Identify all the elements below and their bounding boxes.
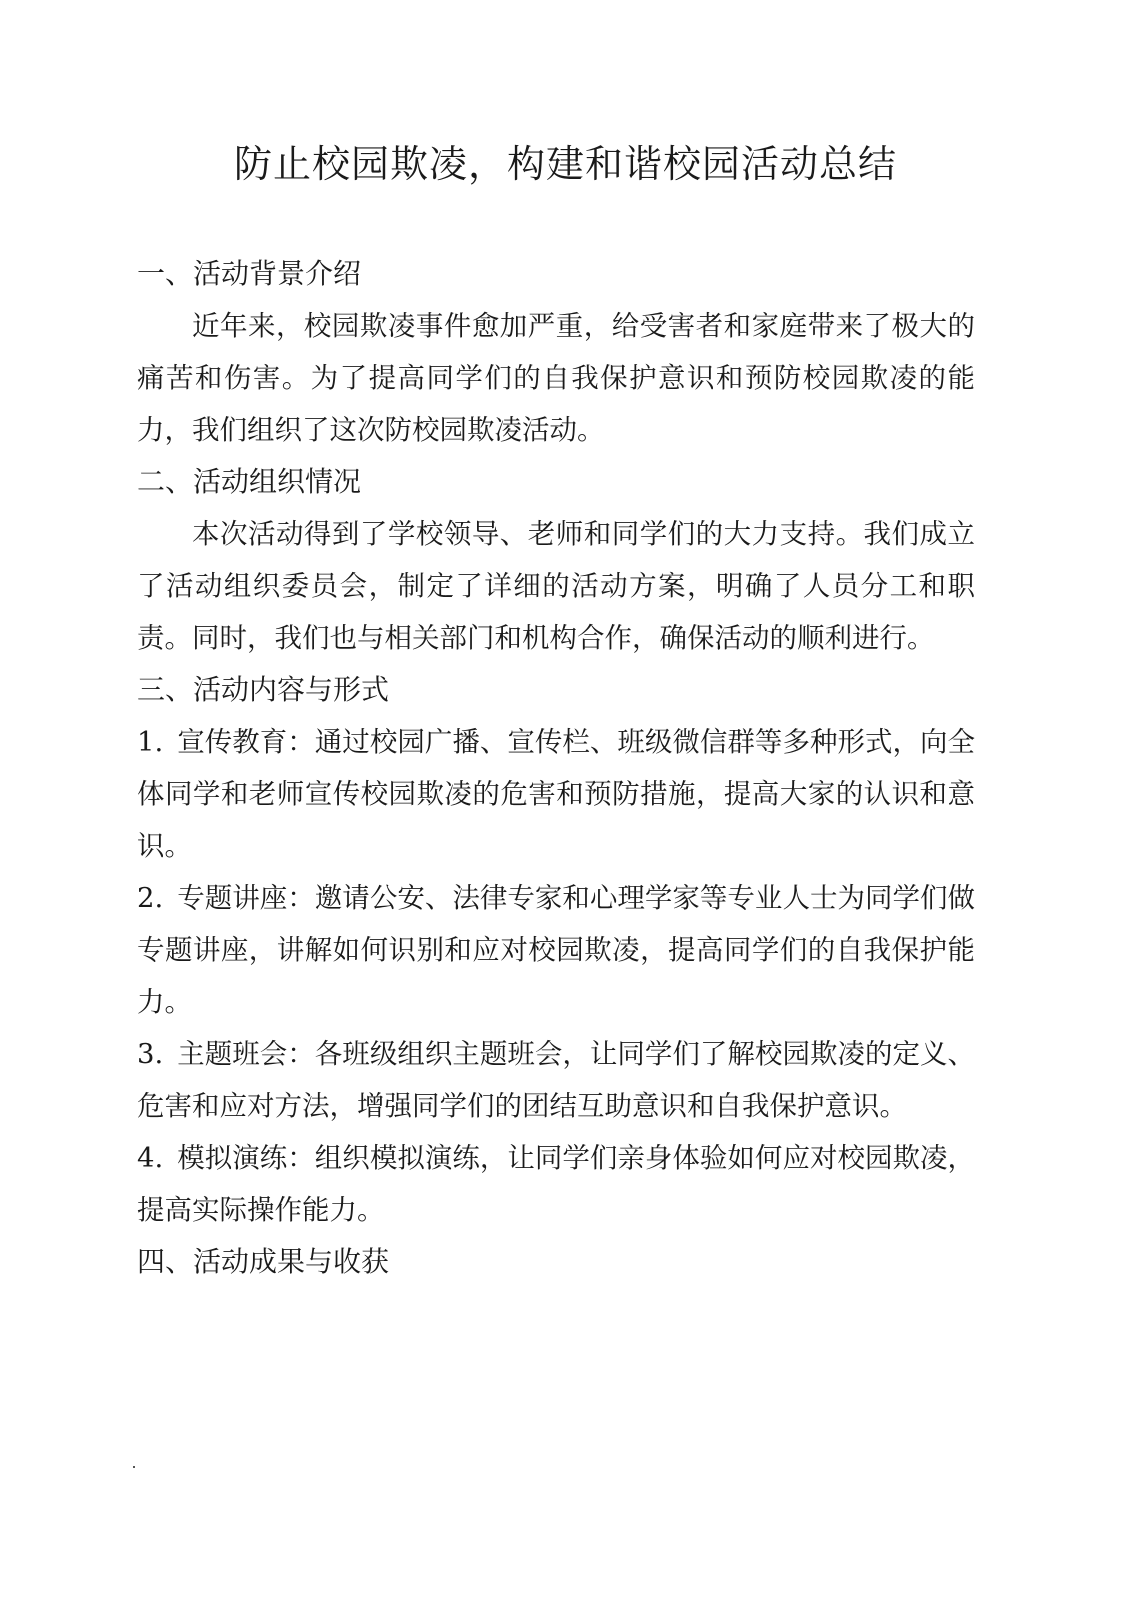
list-item-number: 4. xyxy=(137,1142,164,1174)
document-title: 防止校园欺凌，构建和谐校园活动总结 xyxy=(233,142,897,186)
section-heading: 一、活动背景介绍 xyxy=(137,257,362,290)
section-organization xyxy=(137,456,975,664)
list-item-text: 模拟演练：组织模拟演练，让同学们亲身体验如何应对校园欺凌，提高实际操作能力。 xyxy=(137,1142,975,1226)
section-heading: 二、活动组织情况 xyxy=(137,465,362,498)
section-content-and-form xyxy=(137,664,975,1236)
list-item-number: 2. xyxy=(137,882,164,914)
page-mark xyxy=(133,1466,135,1468)
list-item-number: 3. xyxy=(137,1038,164,1070)
document-body xyxy=(137,248,975,1288)
list-item-text: 专题讲座：邀请公安、法律专家和心理学家等专业人士为同学们做专题讲座，讲解如何识别和应对校园欺凌，提高同学们的自我保护能力。 xyxy=(137,882,975,1018)
section-paragraph: 本次活动得到了学校领导、老师和同学们的大力支持。我们成立了活动组织委员会，制定了详细的活动方案，明确了人员分工和职责。同时，我们也与相关部门和机构合作，确保活动的顺利进行。 xyxy=(137,518,975,654)
section-heading: 四、活动成果与收获 xyxy=(137,1245,390,1278)
section-heading: 三、活动内容与形式 xyxy=(137,673,390,706)
list-item-text: 宣传教育：通过校园广播、宣传栏、班级微信群等多种形式，向全体同学和老师宣传校园欺凌的危害和预防措施，提高大家的认识和意识。 xyxy=(137,726,975,862)
list-item xyxy=(137,872,975,1028)
list-item-number: 1. xyxy=(137,726,164,758)
section-paragraph: 近年来，校园欺凌事件愈加严重，给受害者和家庭带来了极大的痛苦和伤害。为了提高同学们的自我保护意识和预防校园欺凌的能力，我们组织了这次防校园欺凌活动。 xyxy=(137,310,975,446)
list-item-text: 主题班会：各班级组织主题班会，让同学们了解校园欺凌的定义、危害和应对方法，增强同学们的团结互助意识和自我保护意识。 xyxy=(137,1038,975,1122)
list-item xyxy=(137,716,975,872)
section-background xyxy=(137,248,975,456)
list-item xyxy=(137,1028,975,1132)
section-results xyxy=(137,1236,975,1288)
list-item xyxy=(137,1132,975,1236)
